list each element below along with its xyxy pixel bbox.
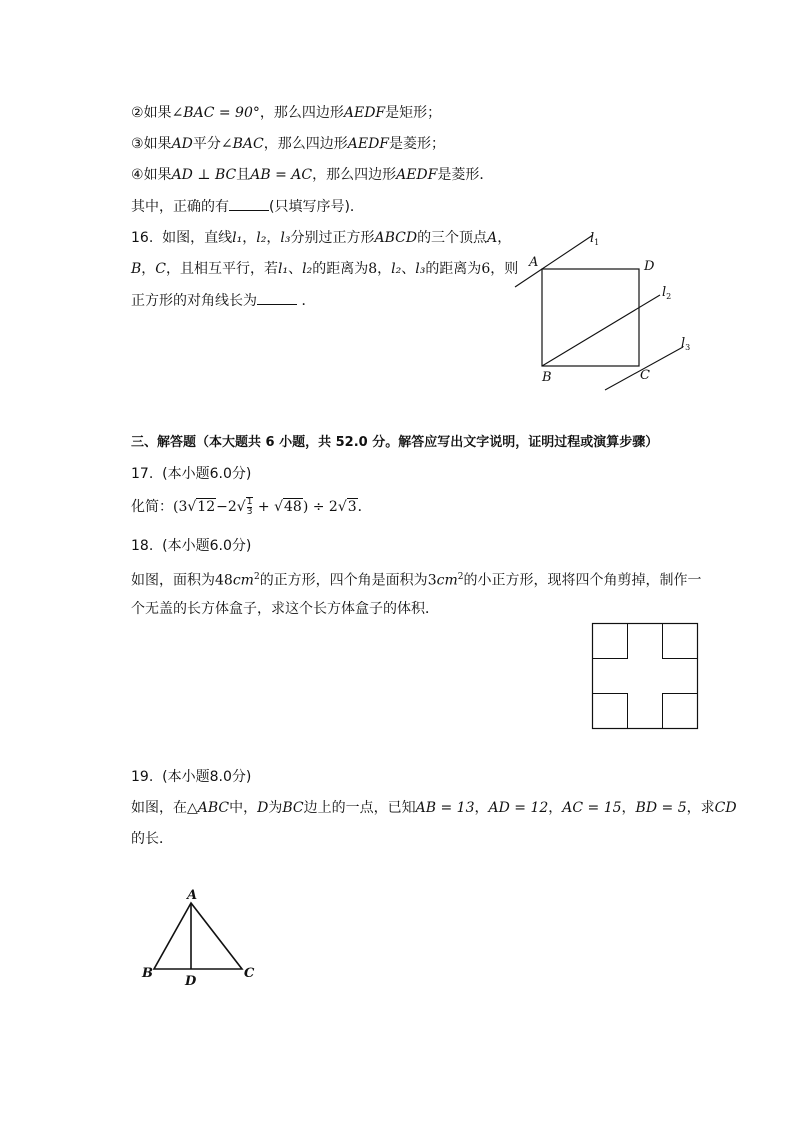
label-A: A bbox=[187, 888, 198, 903]
corner-square-tl bbox=[593, 624, 628, 659]
question-score: (本小题8.0分) bbox=[162, 769, 252, 785]
fraction: $\frac{1}{3}$ bbox=[246, 497, 253, 517]
q18-line-2: 个无盖的长方体盒子，求这个长方体盒子的体积． bbox=[131, 601, 439, 617]
line-l1 bbox=[515, 235, 593, 287]
label-A: A bbox=[529, 255, 539, 270]
answer-blank[interactable] bbox=[257, 290, 297, 305]
label-l1: $l_1$ bbox=[590, 231, 600, 247]
item-mark: ④ bbox=[131, 167, 144, 183]
question-score: (本小题6.0分) bbox=[162, 538, 252, 554]
statement-3: ③如果AD平分∠BAC，那么四边形AEDF是菱形； bbox=[131, 136, 446, 152]
label-D: D bbox=[644, 259, 655, 274]
statement-2: ②如果∠BAC = 90°，那么四边形AEDF是矩形； bbox=[131, 105, 442, 121]
corner-square-br bbox=[663, 694, 698, 729]
question-number: 19. bbox=[131, 769, 154, 785]
triangle-abc bbox=[154, 903, 242, 969]
q19-header bbox=[131, 767, 251, 787]
q16-line-1: 16. 如图，直线l₁，l₂，l₃分别过正方形ABCD的三个顶点A， bbox=[131, 230, 512, 246]
math-expr: ∠BAC = 90° bbox=[171, 105, 260, 121]
square-abcd bbox=[542, 269, 639, 366]
line-l2 bbox=[542, 295, 660, 366]
triangle-abc-figure bbox=[140, 885, 260, 990]
label-B: B bbox=[542, 370, 552, 385]
label-B: B bbox=[142, 966, 153, 981]
q16-line-2: B，C，且相互平行，若l₁、l₂的距离为8，l₂、l₃的距离为6，则 bbox=[131, 261, 519, 277]
square-parallel-lines-figure bbox=[505, 225, 705, 390]
q18-header bbox=[131, 536, 251, 556]
label-C: C bbox=[244, 966, 255, 981]
item-mark: ③ bbox=[131, 136, 144, 152]
statement-4: ④如果AD ⊥ BC且AB = AC，那么四边形AEDF是菱形． bbox=[131, 167, 494, 183]
q19-line-1: 如图，在△ABC中，D为BC边上的一点，已知AB = 13，AD = 12，AC = 15，BD = 5，求CD bbox=[131, 800, 737, 816]
q17-header bbox=[131, 464, 251, 484]
q17-expression: 化简：(3√12−2√ $\frac{1}{3}$ + √48) ÷ 2√3． bbox=[131, 497, 372, 517]
question-number: 17. bbox=[131, 466, 154, 482]
q16-line-3: 正方形的对角线长为 ． bbox=[131, 290, 315, 311]
square-corners-figure bbox=[592, 623, 698, 729]
section-heading: 三、解答题（本大题共 6 小题，共 52.0 分。解答应写出文字说明，证明过程或演算步骤） bbox=[131, 435, 659, 450]
question-number: 16. bbox=[131, 230, 154, 246]
question-number: 18. bbox=[131, 538, 154, 554]
q18-line-1: 如图，面积为$48cm^2$的正方形，四个角是面积为$3cm^2$的小正方形，现将四个角剪掉，制作一 bbox=[131, 572, 702, 589]
label-C: C bbox=[640, 368, 650, 383]
answer-prompt: 其中，正确的有 (只填写序号)． bbox=[131, 196, 364, 217]
corner-square-bl bbox=[593, 694, 628, 729]
answer-blank[interactable] bbox=[229, 196, 269, 211]
item-mark: ② bbox=[131, 105, 144, 121]
question-score: (本小题6.0分) bbox=[162, 466, 252, 482]
corner-square-tr bbox=[663, 624, 698, 659]
label-l3: $l_3$ bbox=[681, 336, 691, 352]
label-D: D bbox=[185, 974, 197, 989]
q19-line-2: 的长． bbox=[131, 831, 173, 847]
label-l2: $l_2$ bbox=[662, 285, 672, 301]
